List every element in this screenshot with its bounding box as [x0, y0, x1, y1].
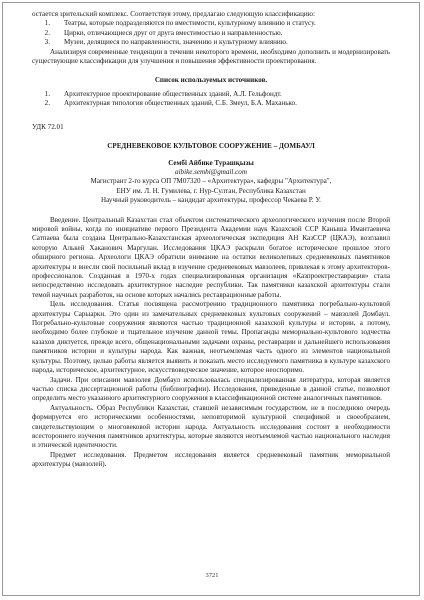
- body-paragraph-relevance: Актуальность. Образ Республики Казахстан, ставшей независимым государством, не в последнюю очередь формируется его историческими особенностями, неповторимой культурной спецификой и своеобразием, свидетельствующим о многовековой истории народа. Актуальность исследования состоит в необходимости всестороннего изучения памятников архитектуры, которые являются неотъемлемой частью национального наследия и этнической идентичности.: [32, 403, 390, 450]
- list-item: [32, 90, 390, 99]
- list-item-number: 3.: [44, 38, 50, 47]
- author-supervisor: Научный руководитель – кандидат архитектуры, профессор Чекаева Р. У.: [101, 196, 321, 205]
- author-block: [32, 159, 390, 206]
- list-item-text: Музеи, делящиеся по направленности, значению и культурному влиянию.: [64, 38, 288, 47]
- body-paragraph-introduction: Введение. Центральный Казахстан стал объектом систематического археологического изучения после Второй мировой войны, когда по инициативе первого Президента Академии наук Казахской ССР Каныша Имантаевича Сатпаева была создана Центрально-Казахстанская археологическая экспедиция АН КазССР (ЦКАЭ), возглавил которую Алькей Хаканович Маргулан. Исследования ЦКАЭ раскрыли богатое историческое прошлое этого обширного региона. Археологи ЦКАЭ обратили внимание на остатки великолепных средневековых памятников архитектуры и внесли свой посильный вклад в изучение средневековых мавзолеев, привлекая к этому архитекторов-профессионалов. Созданная в 1970-х годах специализированная организация «Казпроектреставрация» стала непосредственно исследовать архитектурное наследие республики. Так памятники казахской архитектуры стали темой научных разработок, на основе которых начались реставрационные работы.: [32, 215, 390, 299]
- list-item: [32, 19, 390, 28]
- sources-list: [32, 90, 390, 109]
- list-item-text: Архитектурная типология общественных зданий, С.Б. Змеул, Б.А. Маханько.: [64, 99, 297, 108]
- list-item: [32, 99, 390, 108]
- body-paragraph-subject: Предмет исследования. Предметом исследования является средневековый памятник мемориальной архитектуры (мавзолей).: [32, 450, 390, 469]
- body-paragraph-tasks: Задачи. При описании мавзолея Домбаул использовалась специализированная литература, которая является частью списка диссертационной работы (библиографии). Исследования, приведенные в данной статье, позволяют определить место указанного архитектурного сооружения в классификационной системе аналогичных памятников.: [32, 375, 390, 403]
- list-item-number: 1.: [44, 89, 50, 98]
- classification-list: [32, 19, 390, 47]
- body-paragraph-goal: Цель исследования. Статья посвящена рассмотрению традиционного памятника погребально-культовой архитектуры Сарыарки. Это один из замечательных средневековых культовых сооружений – мавзолей Домбаул. Погребально-культовые сооружения являются частью традиционной казахской культуры и истории, а потому, необходимо более глубокое и тщательное изучение данной темы. Пропаганды мемориально-культового зодчества казахов диктуется, прежде всего, общенациональными задачами охраны, реставрации и дальнейшего использования памятников истории и культуры народа. Как важная, неотъемлемая часть одного из элементов национальной культуры. Поэтому, целью работы является выявить и показать место исследуемого памятника в культуре казахского народа, историческое, архитектурное, искусствоведческое значение, которое неоспоримо.: [32, 300, 390, 375]
- list-item-number: 2.: [44, 28, 50, 37]
- document-page: [32, 10, 390, 470]
- list-item: [32, 29, 390, 38]
- udk-code: УДК 72.01: [32, 122, 64, 131]
- intro-line: остается зрительский комплекс. Соответствуя этому, предлагаю следующую классификацию:: [32, 10, 315, 18]
- page-number: 3721: [205, 572, 219, 579]
- article-title: СРЕДНЕВЕКОВОЕ КУЛЬТОВОЕ СООРУЖЕНИЕ – ДОМБАУЛ: [107, 142, 315, 151]
- analysis-paragraph: Анализируя современные тенденции в течении некоторого времени, необходимо дополнить и модернизировать существующие классификации для улучшения и повышения эффективности проектирования.: [32, 47, 390, 66]
- list-item-text: Архитектурное проектирование общественных зданий, А.Л. Гельфондт.: [64, 89, 282, 98]
- list-item-number: 1.: [44, 19, 50, 28]
- author-affiliation-2: ЕНУ им. Л. Н. Гумилева, г. Нур-Султан, Республика Казахстан: [116, 186, 306, 195]
- author-affiliation-1: Магистрант 2-го курса ОП 7М07320 – «Архитектура», кафедры "Архитектура",: [90, 177, 332, 186]
- list-item: [32, 38, 390, 47]
- author-email: aibike.sembi@gmail.com: [175, 167, 247, 176]
- list-item-number: 2.: [44, 99, 50, 108]
- list-item-text: Театры, которые подразделяются по вместимости, культурному влиянию и статусу.: [64, 19, 316, 28]
- sources-heading: Список используемых источников.: [154, 76, 268, 85]
- article-body: [32, 216, 390, 470]
- list-item-text: Цирки, отличающиеся друг от друга вместимостью и направленностью.: [64, 28, 283, 37]
- author-name: Сембі Айбике Турашқызы: [168, 158, 254, 167]
